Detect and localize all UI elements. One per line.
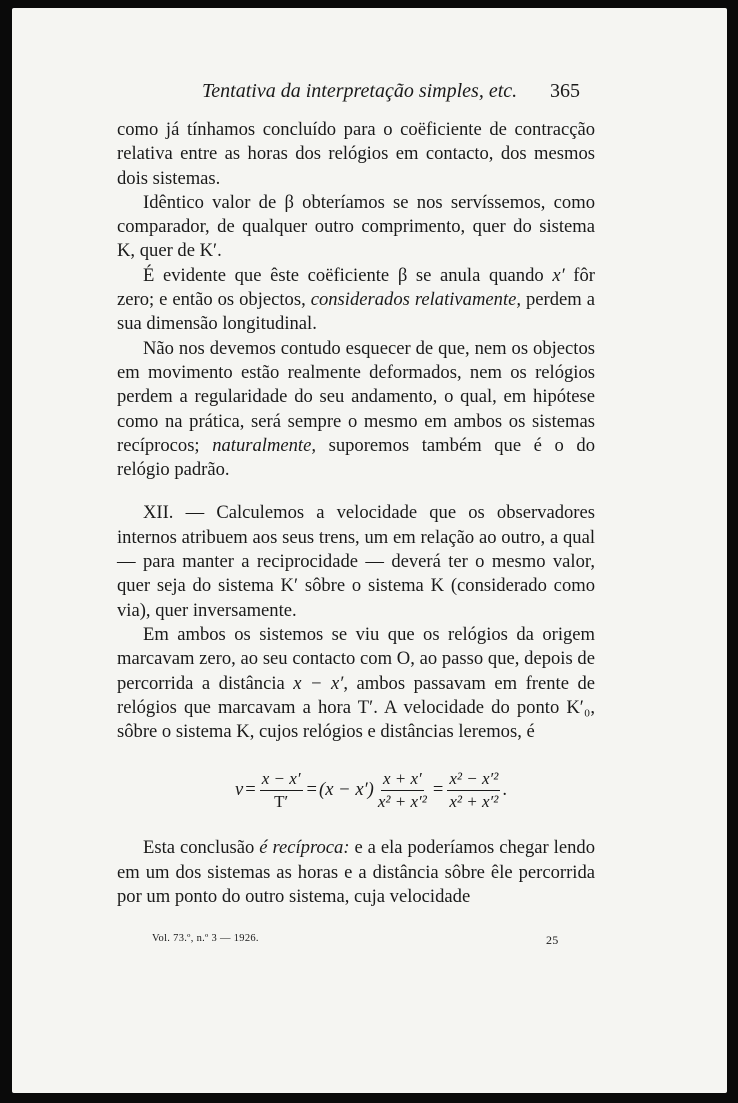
signature-mark: 25	[546, 933, 559, 947]
fraction-denominator: x² + x′²	[449, 791, 499, 811]
equation	[117, 760, 595, 820]
page-number: 365	[550, 80, 580, 102]
equals-sign: =	[245, 779, 256, 801]
paragraph-text: Não nos devemos contudo esquecer de que, nem os objectos em movimento estão realmente deformados, nem os relógios perdem a regularidade do seu andamento, o qual, em hipótese como na prática, será sempre o mesmo em ambos os sistemas recíprocos;	[117, 337, 595, 456]
emphasis: é recíproca:	[259, 837, 350, 859]
paragraph-text: Esta conclusão	[143, 837, 260, 859]
fraction-denominator: x² + x′²	[377, 791, 427, 811]
paragraph-text: como já tínhamos concluído para o coëficiente de contracção relativa entre as horas dos relógios em contacto, dos mesmos dois sistemas.	[117, 119, 595, 189]
page-header	[12, 80, 727, 108]
section-paragraph	[117, 501, 595, 622]
paragraph-text: perdem a sua dimensão longitudinal.	[117, 289, 595, 335]
equation-lhs: v	[235, 779, 244, 801]
volume-info: Vol. 73.º, n.º 3 — 1926.	[152, 933, 259, 944]
paragraph	[117, 337, 595, 483]
paragraph	[117, 836, 595, 909]
fraction-numerator: x² − x′²	[447, 768, 500, 791]
paragraph	[117, 118, 595, 191]
section-number: XII.	[143, 502, 174, 524]
paragraph-text: suporemos também que é o do relógio padrão.	[117, 434, 596, 481]
paragraph-text: fôr zero; e então os objectos,	[117, 264, 595, 311]
paragraph-text: Idêntico valor de β obteríamos se nos servíssemos, como comparador, de qualquer outro comprimento, quer do sistema K, quer de K′.	[117, 191, 595, 262]
running-title: Tentativa da interpretação simples, etc.	[202, 80, 518, 102]
paragraph	[117, 264, 595, 337]
page-footer	[152, 933, 592, 953]
fraction	[447, 768, 500, 813]
page	[12, 8, 727, 1093]
equation-period: .	[502, 779, 507, 801]
equation-factor: (x − x′)	[319, 779, 374, 801]
paragraph-text: É evidente que êste coëficiente β se anula quando	[143, 264, 553, 286]
fraction-numerator: x − x′	[260, 768, 303, 791]
equals-sign: =	[306, 779, 318, 801]
body-text	[117, 118, 595, 909]
emphasis: naturalmente,	[212, 434, 317, 456]
equals-sign: =	[432, 779, 444, 801]
paragraph-text: , ambos passavam em frente de relógios que marcavam a hora T′. A velocidade do ponto K′₀, sôbre o sistema K, cujos relógios e distâncias leremos, é	[117, 672, 596, 743]
paragraph	[117, 623, 595, 744]
variable: x′	[552, 264, 565, 286]
fraction	[376, 768, 429, 813]
variable: x − x′	[293, 672, 344, 694]
paragraph-text: — Calculemos a velocidade que os observadores internos atribuem aos seus trens, um em relação ao outro, a qual — para manter a reciprocidade — deverá ter o mesmo valor, quer seja do sistema K′ sôbre o sistema K (considerado como via), quer inversamente.	[117, 502, 595, 621]
emphasis: considerados relativamente,	[310, 289, 522, 311]
fraction-denominator: T′	[274, 791, 289, 811]
paragraph	[117, 191, 595, 264]
fraction	[260, 768, 303, 813]
paragraph-text: e a ela poderíamos chegar lendo em um dos sistemas as horas e a distância sôbre êle percorrida por um ponto do outro sistema, cuja velocidade	[117, 837, 595, 908]
fraction-numerator: x + x′	[381, 768, 424, 791]
paragraph-text: Em ambos os sistemos se viu que os relógios da origem marcavam zero, ao seu contacto com O, ao passo que, depois de percorrida a distância	[117, 623, 595, 694]
